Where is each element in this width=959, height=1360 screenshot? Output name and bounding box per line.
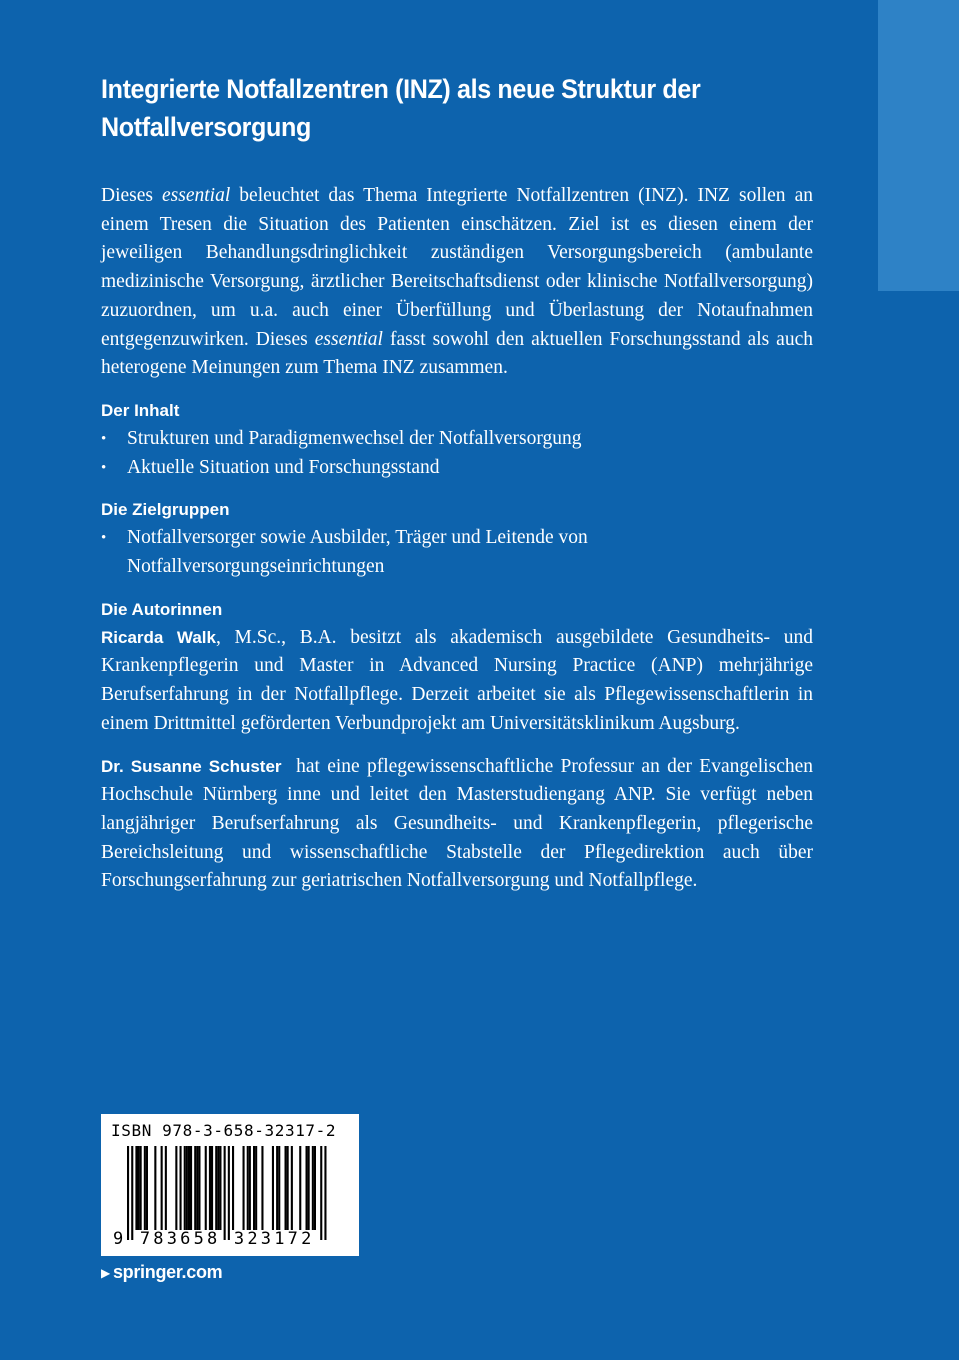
barcode-bar [198,1146,200,1230]
author-bio-walk [101,624,813,739]
barcode-bar [261,1146,263,1230]
barcode-bar [215,1146,217,1230]
barcode-bar [194,1146,196,1230]
barcode-bar [135,1146,137,1230]
barcode-bar [131,1146,133,1240]
bullet-icon: • [101,530,107,547]
isbn-label: ISBN 978-3-658-32317-2 [111,1121,337,1140]
barcode-bar [224,1146,226,1240]
back-cover-content [101,70,818,896]
barcode-bar [306,1146,308,1230]
barcode-bar [278,1146,280,1230]
author-name-walk: Ricarda Walk [101,627,216,647]
zielgruppen-list [101,524,813,581]
barcode-bar [188,1146,190,1230]
barcode-bar [211,1146,213,1230]
author-bio-text: hat eine pflegewissenschaftliche Professur an der Evangelischen Hochschule Nürnberg inne und leitet den Masterstudiengang ANP. Sie verfügt neben langjähriger Berufserfahrung als Gesundheits- und Krankenpflegerin, pflegerische Bereichsleitung und wissenschaftliche Stabstelle der Pflegedirektion auch über Forschungserfahrung zur geriatrischen Notfallversorgung und Notfallpflege. [101,755,818,892]
title-line-2: Notfallversorgung [101,112,311,142]
barcode-bar [255,1146,257,1230]
barcode-bar [219,1146,221,1230]
ean-digits: 9 783658 323172 [113,1229,315,1249]
barcode-bar [243,1146,245,1230]
barcode-bar [312,1146,314,1230]
barcode-bar [190,1146,192,1230]
publisher-url: springer.com [112,1262,223,1282]
side-color-tab [878,0,959,291]
bullet-icon: • [101,430,107,447]
barcode-bar [217,1146,219,1230]
intro-paragraph [101,182,813,383]
barcode-bar [165,1146,167,1230]
list-item-text: Aktuelle Situation und Forschungsstand [127,456,440,478]
bullet-icon: • [101,459,107,476]
barcode-bar [196,1146,198,1230]
list-item [101,425,813,454]
barcode-bar [180,1146,182,1230]
intro-text-end: fasst sowohl den aktuellen Forschungsstand als auch heterogene Meinungen zum Thema INZ zusammen. [101,328,813,379]
list-item-text: Notfallversorger sowie Ausbilder, Träger und Leitende von Notfallversorgungseinrichtungen [127,527,588,578]
barcode-bar [146,1146,148,1230]
barcode-bar [272,1146,274,1230]
list-item [101,524,813,581]
intro-text-middle: beleuchtet das Thema Integrierte Notfallzentren (INZ). INZ sollen an einem Tresen die Situation des Patienten einschätzen. Ziel ist es diesen einem der jeweiligen Behandlungsdringlichkeit zuständigen Versorgungsbereich (ambulante medizinische Versorgung, ärztlicher Bereitschaftsdienst oder klinische Notfallversorgung) zuzuordnen, um u.a. auch einer Überfüllung und Überlastung der Notaufnahmen entgegenzuwirken. Dieses [101,185,813,350]
barcode-bar [161,1146,163,1230]
intro-emphasis-1: essential [162,185,231,206]
author-name-schuster: Dr. Susanne Schuster [101,756,282,776]
section-heading-zielgruppen: Die Zielgruppen [101,500,230,520]
publisher-link[interactable] [101,1262,222,1283]
barcode-bar [144,1146,146,1230]
barcode-bar [308,1146,310,1230]
barcode-bar [205,1146,207,1230]
isbn-barcode [101,1114,359,1256]
barcode-bar [249,1146,251,1230]
list-item-text: Strukturen und Paradigmenwechsel der Notfallversorgung [127,427,582,449]
intro-text-start: Dieses [101,185,163,206]
barcode-bar [175,1146,177,1230]
list-item [101,454,813,483]
author-bio-schuster [101,753,818,897]
book-title [101,70,763,146]
barcode-bar [320,1146,322,1240]
barcode-bar [140,1146,142,1230]
barcode-bar [138,1146,140,1230]
barcode-bar [276,1146,278,1230]
barcode-bar [186,1146,188,1230]
barcode-bar [184,1146,186,1230]
inhalt-list [101,425,813,482]
barcode-bar [291,1146,293,1230]
barcode-bar [247,1146,249,1230]
title-line-1: Integrierte Notfallzentren (INZ) als neue Struktur der [101,74,701,104]
barcode-bar [314,1146,316,1230]
barcode-bar [154,1146,156,1230]
barcode-bar [232,1146,234,1230]
barcode-bar [287,1146,289,1230]
barcode-bar [209,1146,211,1230]
barcode-bar [299,1146,301,1230]
intro-emphasis-2: essential [314,328,383,350]
barcode-bar [127,1146,129,1240]
arrow-right-icon: ▶ [101,1266,110,1280]
barcode-bar [324,1146,326,1240]
author-bio-text: , M.Sc., B.A. besitzt als akademisch ausgebildete Gesundheits- und Krankenpflegerin und Master in Advanced Nursing Practice (ANP) mehrjährige Berufserfahrung in der Notfallpflege. Derzeit arbeitet sie als Pflegewissenschaftlerin in einem Drittmittel geförderten Verbundprojekt am Universitätsklinikum Augsburg. [101,626,813,734]
barcode-bar [285,1146,287,1230]
barcode-bar [228,1146,230,1240]
barcode-bar [253,1146,255,1230]
section-heading-autorinnen: Die Autorinnen [101,599,223,619]
section-heading-inhalt: Der Inhalt [101,400,180,420]
